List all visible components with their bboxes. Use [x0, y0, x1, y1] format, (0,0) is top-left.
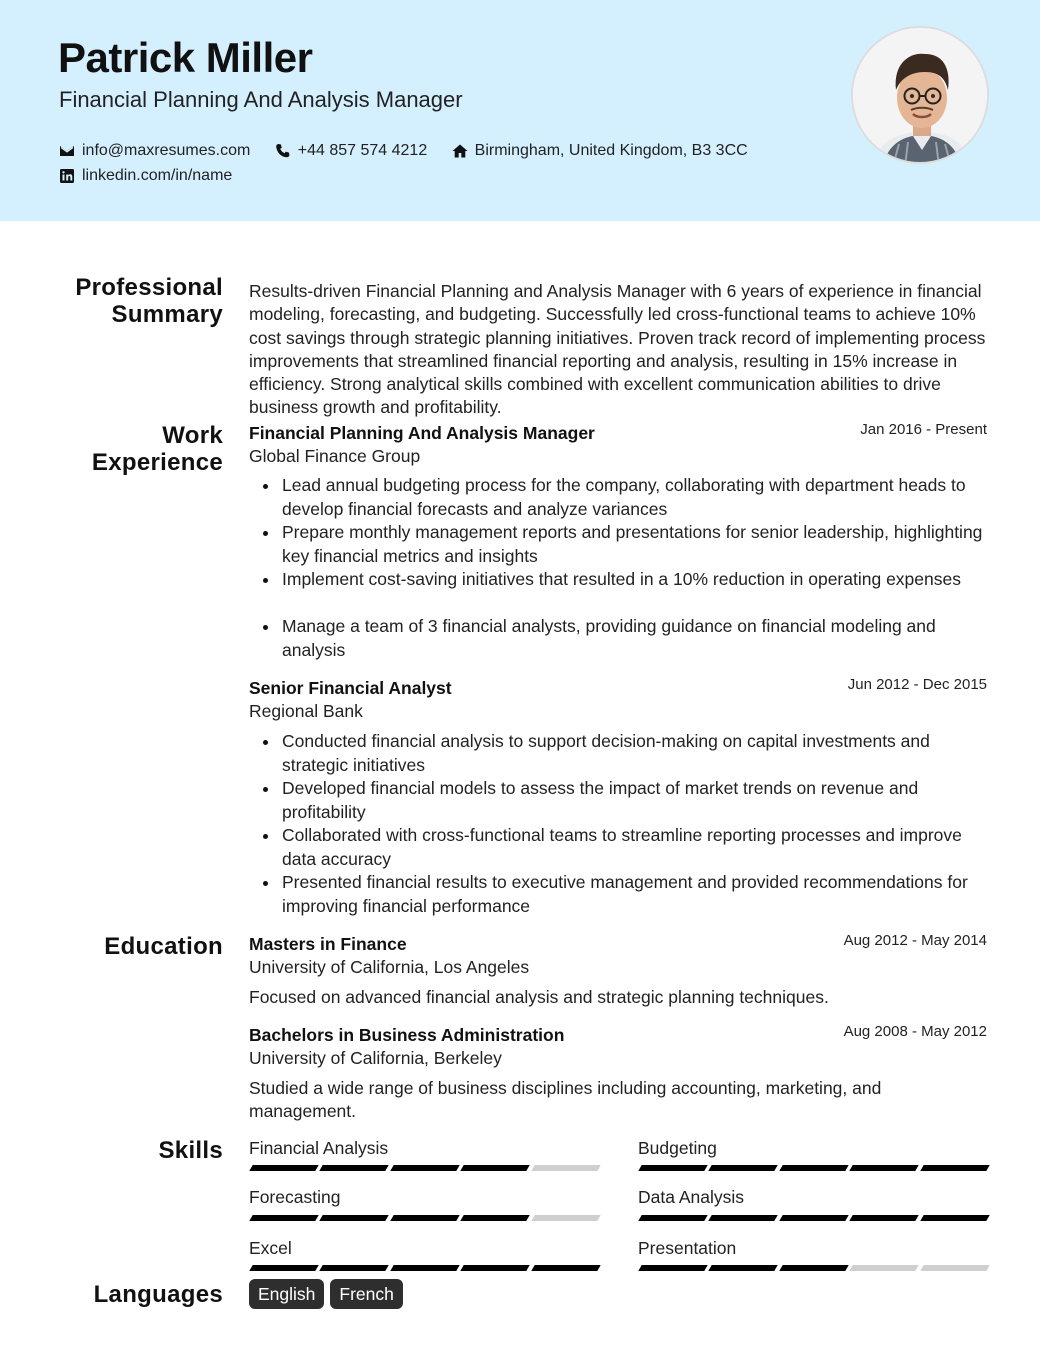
skill-level-segment — [709, 1215, 779, 1221]
degree-dates: Aug 2012 - May 2014 — [843, 932, 987, 949]
skill-level-segment — [390, 1215, 460, 1221]
degree-dates: Aug 2008 - May 2012 — [843, 1023, 987, 1040]
degree-description: Studied a wide range of business disciplines including accounting, marketing, and management. — [249, 1078, 882, 1122]
skill-level-segment — [849, 1165, 919, 1171]
skill-level-segment — [531, 1215, 601, 1221]
skill-level-segment — [320, 1265, 390, 1271]
skill-level-segment — [779, 1165, 849, 1171]
skill-name: Budgeting — [638, 1138, 717, 1158]
job-dates: Jan 2016 - Present — [860, 421, 987, 438]
job-company: Global Finance Group — [249, 446, 421, 466]
contact-address — [452, 140, 748, 162]
contact-phone[interactable] — [275, 140, 427, 162]
skill-level-bar — [251, 1265, 599, 1271]
section-label-languages: Languages — [93, 1281, 223, 1308]
skill-name: Financial Analysis — [249, 1138, 389, 1158]
summary-text: Results-driven Financial Planning and Analysis Manager with 6 years of experience in financial modeling, forecasting, and budgeting. Successfully led cross-functional teams to achieve 10% cost savings through strategic planning initiatives. Proven track record of implementing process improvements that streamlined financial reporting and analysis, resulting in 15% increase in efficiency. Strong analytical skills combined with excellent communication abilities to drive business growth and profitability. — [249, 281, 986, 418]
contact-email-text: info@maxresumes.com — [82, 142, 251, 159]
skill-level-segment — [249, 1265, 319, 1271]
list-item: Implement cost-saving initiatives that resulted in a 10% reduction in operating expenses — [249, 568, 989, 592]
skill-name: Forecasting — [249, 1187, 341, 1207]
skill-level-segment — [531, 1165, 601, 1171]
list-item: Manage a team of 3 financial analysts, providing guidance on financial modeling and analysis — [249, 615, 989, 662]
degree-title: Masters in Finance — [249, 934, 407, 954]
skill-level-segment — [390, 1265, 460, 1271]
skill-name: Presentation — [638, 1238, 737, 1258]
phone-icon — [275, 143, 291, 159]
skill-level-segment — [638, 1165, 708, 1171]
skill-level-segment — [849, 1215, 919, 1221]
skill-name: Excel — [249, 1238, 292, 1258]
skill-level-segment — [709, 1165, 779, 1171]
language-tag: English — [249, 1279, 324, 1309]
home-icon — [452, 143, 468, 159]
list-item: Lead annual budgeting process for the company, collaborating with department heads to develop financial forecasts and analyze variances — [249, 474, 989, 521]
summary-label-line1: Professional — [75, 274, 223, 301]
skill-level-segment — [849, 1265, 919, 1271]
skill-level-segment — [920, 1265, 990, 1271]
job-title: Senior Financial Analyst — [249, 678, 452, 698]
contact-phone-text: +44 857 574 4212 — [297, 142, 428, 159]
section-label-skills: Skills — [158, 1137, 223, 1164]
skill-level-segment — [920, 1165, 990, 1171]
degree-title: Bachelors in Business Administration — [249, 1025, 565, 1045]
list-item: Presented financial results to executive management and provided recommendations for improving financial performance — [249, 871, 989, 918]
skill-level-segment — [320, 1215, 390, 1221]
job-dates: Jun 2012 - Dec 2015 — [847, 676, 987, 693]
envelope-icon — [59, 143, 75, 159]
skill-level-segment — [249, 1215, 319, 1221]
skill-level-segment — [460, 1265, 530, 1271]
list-item: Conducted financial analysis to support decision-making on capital investments and strategic initiatives — [249, 730, 989, 777]
skill-level-segment — [920, 1215, 990, 1221]
section-label-education: Education — [104, 933, 223, 960]
skill-level-segment — [709, 1265, 779, 1271]
skill-level-segment — [390, 1165, 460, 1171]
experience-label-line1: Work — [162, 422, 223, 449]
skill-level-segment — [531, 1265, 601, 1271]
contact-address-text: Birmingham, United Kingdom, B3 3CC — [474, 142, 748, 159]
candidate-title: Financial Planning And Analysis Manager — [59, 87, 463, 112]
job-title: Financial Planning And Analysis Manager — [249, 423, 595, 443]
skill-name: Data Analysis — [638, 1187, 745, 1207]
contact-linkedin-text: linkedin.com/in/name — [82, 167, 233, 184]
linkedin-icon — [59, 168, 75, 184]
skill-level-segment — [779, 1265, 849, 1271]
candidate-name: Patrick Miller — [58, 34, 313, 81]
language-tag: French — [330, 1279, 402, 1309]
list-item: Collaborated with cross-functional teams to streamline reporting processes and improve data accuracy — [249, 824, 989, 871]
skill-level-segment — [320, 1165, 390, 1171]
skill-level-bar — [640, 1165, 988, 1171]
school-name: University of California, Los Angeles — [249, 957, 530, 977]
list-item: Prepare monthly management reports and presentations for senior leadership, highlighting key financial metrics and insights — [249, 521, 989, 568]
skill-level-segment — [638, 1215, 708, 1221]
summary-label-line2: Summary — [111, 301, 223, 328]
skill-level-segment — [460, 1215, 530, 1221]
skill-level-segment — [460, 1165, 530, 1171]
experience-label-line2: Experience — [91, 449, 223, 476]
skill-level-bar — [640, 1215, 988, 1221]
degree-description: Focused on advanced financial analysis and strategic planning techniques. — [249, 987, 829, 1007]
section-label-experience — [40, 422, 223, 476]
resume-header — [0, 0, 1040, 221]
skill-level-segment — [779, 1215, 849, 1221]
contact-email[interactable] — [59, 140, 250, 162]
job-bullets — [249, 474, 989, 662]
section-label-summary — [40, 274, 223, 328]
profile-photo — [851, 26, 989, 164]
job-bullets — [249, 730, 989, 918]
skill-level-bar — [251, 1215, 599, 1221]
skill-level-bar — [251, 1165, 599, 1171]
job-company: Regional Bank — [249, 701, 363, 721]
list-item: Developed financial models to assess the impact of market trends on revenue and profitability — [249, 777, 989, 824]
language-tags — [249, 1279, 403, 1309]
contact-list — [59, 140, 819, 190]
school-name: University of California, Berkeley — [249, 1048, 502, 1068]
avatar-illustration — [853, 28, 989, 164]
skill-level-segment — [249, 1165, 319, 1171]
skill-level-bar — [640, 1265, 988, 1271]
contact-linkedin[interactable] — [59, 165, 232, 187]
skill-level-segment — [638, 1265, 708, 1271]
